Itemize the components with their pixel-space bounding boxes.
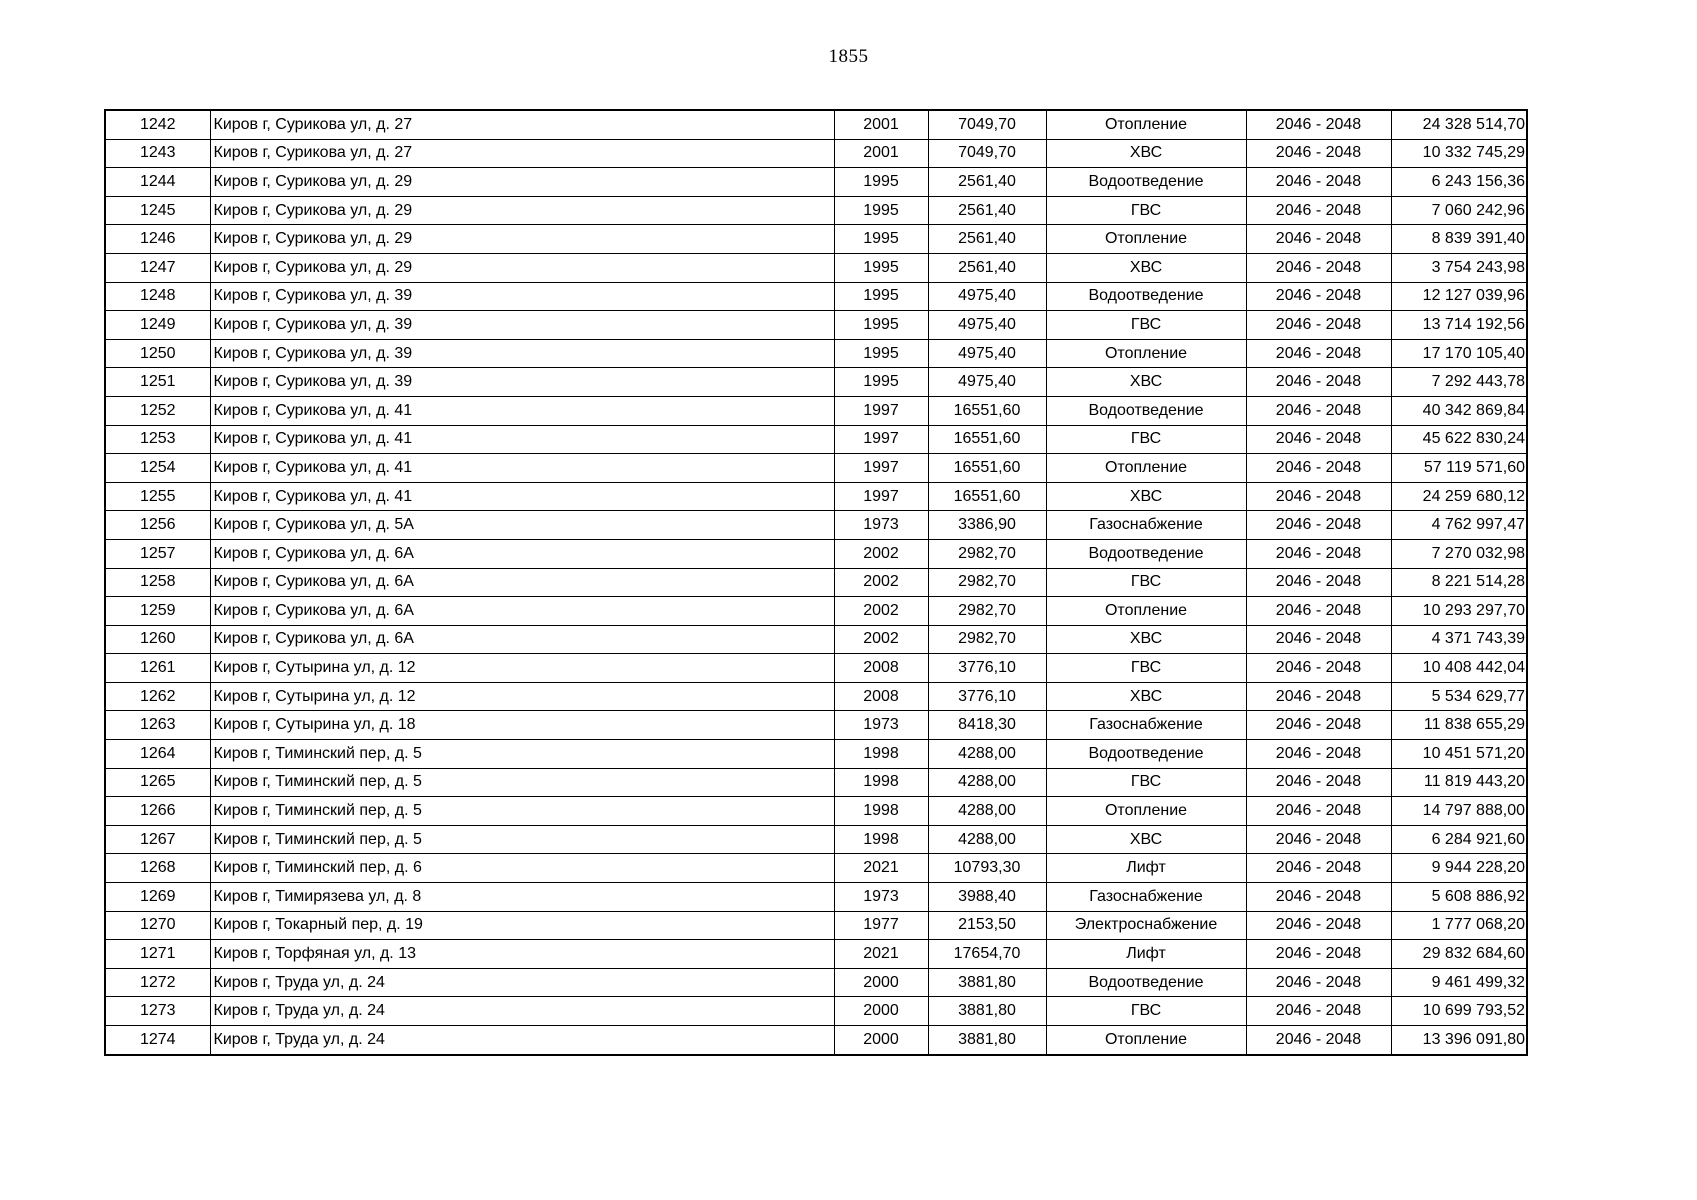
period-cell: 2046 - 2048 [1246, 425, 1391, 454]
table-row [105, 911, 1527, 940]
address-cell: Киров г, Токарный пер, д. 19 [210, 911, 834, 940]
row-number-cell: 1244 [105, 168, 210, 197]
area-cell: 2982,70 [928, 568, 1046, 597]
row-number-cell: 1255 [105, 482, 210, 511]
cost-cell: 11 819 443,20 [1391, 768, 1527, 797]
address-cell: Киров г, Сурикова ул, д. 6А [210, 568, 834, 597]
table-row [105, 196, 1527, 225]
cost-cell: 10 293 297,70 [1391, 597, 1527, 626]
period-cell: 2046 - 2048 [1246, 196, 1391, 225]
cost-cell: 6 284 921,60 [1391, 825, 1527, 854]
work-type-cell: Отопление [1046, 454, 1246, 483]
work-type-cell: Газоснабжение [1046, 883, 1246, 912]
year-built-cell: 1997 [834, 454, 928, 483]
area-cell: 2982,70 [928, 539, 1046, 568]
year-built-cell: 1977 [834, 911, 928, 940]
period-cell: 2046 - 2048 [1246, 253, 1391, 282]
year-built-cell: 2002 [834, 568, 928, 597]
work-type-cell: ГВС [1046, 425, 1246, 454]
area-cell: 2561,40 [928, 168, 1046, 197]
area-cell: 3881,80 [928, 997, 1046, 1026]
year-built-cell: 2021 [834, 940, 928, 969]
row-number-cell: 1262 [105, 682, 210, 711]
work-type-cell: ХВС [1046, 682, 1246, 711]
row-number-cell: 1252 [105, 396, 210, 425]
year-built-cell: 1995 [834, 368, 928, 397]
cost-cell: 29 832 684,60 [1391, 940, 1527, 969]
address-cell: Киров г, Сурикова ул, д. 27 [210, 110, 834, 139]
period-cell: 2046 - 2048 [1246, 911, 1391, 940]
work-type-cell: Отопление [1046, 339, 1246, 368]
address-cell: Киров г, Сутырина ул, д. 18 [210, 711, 834, 740]
work-type-cell: Газоснабжение [1046, 711, 1246, 740]
area-cell: 16551,60 [928, 425, 1046, 454]
registry-table [104, 109, 1528, 1056]
year-built-cell: 2002 [834, 539, 928, 568]
cost-cell: 40 342 869,84 [1391, 396, 1527, 425]
table-row [105, 139, 1527, 168]
area-cell: 2561,40 [928, 196, 1046, 225]
row-number-cell: 1260 [105, 625, 210, 654]
row-number-cell: 1256 [105, 511, 210, 540]
year-built-cell: 2001 [834, 139, 928, 168]
area-cell: 16551,60 [928, 396, 1046, 425]
area-cell: 7049,70 [928, 110, 1046, 139]
address-cell: Киров г, Сурикова ул, д. 6А [210, 597, 834, 626]
work-type-cell: ХВС [1046, 625, 1246, 654]
address-cell: Киров г, Сурикова ул, д. 39 [210, 368, 834, 397]
table-row [105, 654, 1527, 683]
year-built-cell: 1998 [834, 768, 928, 797]
year-built-cell: 1995 [834, 196, 928, 225]
work-type-cell: Лифт [1046, 854, 1246, 883]
address-cell: Киров г, Сурикова ул, д. 39 [210, 282, 834, 311]
row-number-cell: 1253 [105, 425, 210, 454]
work-type-cell: Отопление [1046, 110, 1246, 139]
table-row [105, 110, 1527, 139]
row-number-cell: 1263 [105, 711, 210, 740]
year-built-cell: 1998 [834, 825, 928, 854]
table-row [105, 1026, 1527, 1055]
row-number-cell: 1264 [105, 740, 210, 769]
period-cell: 2046 - 2048 [1246, 110, 1391, 139]
cost-cell: 8 221 514,28 [1391, 568, 1527, 597]
period-cell: 2046 - 2048 [1246, 1026, 1391, 1055]
cost-cell: 7 060 242,96 [1391, 196, 1527, 225]
table-row [105, 968, 1527, 997]
row-number-cell: 1259 [105, 597, 210, 626]
cost-cell: 10 408 442,04 [1391, 654, 1527, 683]
cost-cell: 24 259 680,12 [1391, 482, 1527, 511]
cost-cell: 5 534 629,77 [1391, 682, 1527, 711]
period-cell: 2046 - 2048 [1246, 968, 1391, 997]
area-cell: 3386,90 [928, 511, 1046, 540]
row-number-cell: 1251 [105, 368, 210, 397]
table-row [105, 883, 1527, 912]
row-number-cell: 1273 [105, 997, 210, 1026]
work-type-cell: Лифт [1046, 940, 1246, 969]
year-built-cell: 1973 [834, 511, 928, 540]
table-row [105, 168, 1527, 197]
period-cell: 2046 - 2048 [1246, 282, 1391, 311]
row-number-cell: 1250 [105, 339, 210, 368]
work-type-cell: ГВС [1046, 568, 1246, 597]
table-row [105, 482, 1527, 511]
address-cell: Киров г, Тимирязева ул, д. 8 [210, 883, 834, 912]
area-cell: 10793,30 [928, 854, 1046, 883]
table-row [105, 711, 1527, 740]
area-cell: 4975,40 [928, 339, 1046, 368]
area-cell: 4288,00 [928, 797, 1046, 826]
period-cell: 2046 - 2048 [1246, 797, 1391, 826]
cost-cell: 17 170 105,40 [1391, 339, 1527, 368]
table-row [105, 682, 1527, 711]
table-row [105, 597, 1527, 626]
cost-cell: 14 797 888,00 [1391, 797, 1527, 826]
address-cell: Киров г, Тиминский пер, д. 5 [210, 740, 834, 769]
row-number-cell: 1247 [105, 253, 210, 282]
area-cell: 4288,00 [928, 768, 1046, 797]
address-cell: Киров г, Сурикова ул, д. 39 [210, 339, 834, 368]
address-cell: Киров г, Сурикова ул, д. 29 [210, 196, 834, 225]
address-cell: Киров г, Тиминский пер, д. 5 [210, 797, 834, 826]
year-built-cell: 1995 [834, 311, 928, 340]
period-cell: 2046 - 2048 [1246, 940, 1391, 969]
year-built-cell: 1997 [834, 482, 928, 511]
cost-cell: 8 839 391,40 [1391, 225, 1527, 254]
period-cell: 2046 - 2048 [1246, 825, 1391, 854]
year-built-cell: 1998 [834, 797, 928, 826]
period-cell: 2046 - 2048 [1246, 368, 1391, 397]
cost-cell: 13 396 091,80 [1391, 1026, 1527, 1055]
area-cell: 3776,10 [928, 654, 1046, 683]
work-type-cell: Отопление [1046, 797, 1246, 826]
cost-cell: 57 119 571,60 [1391, 454, 1527, 483]
address-cell: Киров г, Труда ул, д. 24 [210, 968, 834, 997]
area-cell: 2153,50 [928, 911, 1046, 940]
cost-cell: 6 243 156,36 [1391, 168, 1527, 197]
row-number-cell: 1249 [105, 311, 210, 340]
work-type-cell: Газоснабжение [1046, 511, 1246, 540]
cost-cell: 5 608 886,92 [1391, 883, 1527, 912]
area-cell: 4975,40 [928, 368, 1046, 397]
year-built-cell: 1995 [834, 225, 928, 254]
row-number-cell: 1265 [105, 768, 210, 797]
work-type-cell: ХВС [1046, 253, 1246, 282]
table-row [105, 625, 1527, 654]
row-number-cell: 1245 [105, 196, 210, 225]
row-number-cell: 1274 [105, 1026, 210, 1055]
work-type-cell: ГВС [1046, 654, 1246, 683]
cost-cell: 13 714 192,56 [1391, 311, 1527, 340]
table-row [105, 311, 1527, 340]
address-cell: Киров г, Сурикова ул, д. 6А [210, 625, 834, 654]
work-type-cell: Водоотведение [1046, 968, 1246, 997]
table-row [105, 940, 1527, 969]
address-cell: Киров г, Тиминский пер, д. 6 [210, 854, 834, 883]
work-type-cell: Водоотведение [1046, 396, 1246, 425]
area-cell: 16551,60 [928, 454, 1046, 483]
area-cell: 4975,40 [928, 282, 1046, 311]
row-number-cell: 1266 [105, 797, 210, 826]
year-built-cell: 1995 [834, 168, 928, 197]
address-cell: Киров г, Труда ул, д. 24 [210, 997, 834, 1026]
work-type-cell: Электроснабжение [1046, 911, 1246, 940]
year-built-cell: 1998 [834, 740, 928, 769]
period-cell: 2046 - 2048 [1246, 482, 1391, 511]
year-built-cell: 1995 [834, 282, 928, 311]
year-built-cell: 2000 [834, 997, 928, 1026]
address-cell: Киров г, Сурикова ул, д. 6А [210, 539, 834, 568]
area-cell: 7049,70 [928, 139, 1046, 168]
address-cell: Киров г, Сурикова ул, д. 29 [210, 168, 834, 197]
address-cell: Киров г, Сурикова ул, д. 29 [210, 253, 834, 282]
year-built-cell: 1973 [834, 883, 928, 912]
area-cell: 8418,30 [928, 711, 1046, 740]
year-built-cell: 2000 [834, 1026, 928, 1055]
table-row [105, 539, 1527, 568]
period-cell: 2046 - 2048 [1246, 568, 1391, 597]
area-cell: 3881,80 [928, 1026, 1046, 1055]
period-cell: 2046 - 2048 [1246, 168, 1391, 197]
area-cell: 4975,40 [928, 311, 1046, 340]
table-row [105, 225, 1527, 254]
area-cell: 3988,40 [928, 883, 1046, 912]
table-row [105, 454, 1527, 483]
table-row [105, 253, 1527, 282]
row-number-cell: 1242 [105, 110, 210, 139]
work-type-cell: Отопление [1046, 225, 1246, 254]
table-row [105, 797, 1527, 826]
area-cell: 16551,60 [928, 482, 1046, 511]
work-type-cell: ГВС [1046, 311, 1246, 340]
row-number-cell: 1271 [105, 940, 210, 969]
area-cell: 2982,70 [928, 625, 1046, 654]
table-row [105, 568, 1527, 597]
period-cell: 2046 - 2048 [1246, 997, 1391, 1026]
area-cell: 4288,00 [928, 825, 1046, 854]
table-row [105, 368, 1527, 397]
address-cell: Киров г, Сурикова ул, д. 27 [210, 139, 834, 168]
area-cell: 4288,00 [928, 740, 1046, 769]
year-built-cell: 1995 [834, 253, 928, 282]
work-type-cell: Водоотведение [1046, 282, 1246, 311]
table-row [105, 854, 1527, 883]
area-cell: 17654,70 [928, 940, 1046, 969]
work-type-cell: ГВС [1046, 768, 1246, 797]
period-cell: 2046 - 2048 [1246, 883, 1391, 912]
table-row [105, 997, 1527, 1026]
work-type-cell: Отопление [1046, 597, 1246, 626]
row-number-cell: 1267 [105, 825, 210, 854]
year-built-cell: 1995 [834, 339, 928, 368]
table-row [105, 768, 1527, 797]
row-number-cell: 1261 [105, 654, 210, 683]
work-type-cell: ХВС [1046, 482, 1246, 511]
address-cell: Киров г, Сутырина ул, д. 12 [210, 654, 834, 683]
table-row [105, 511, 1527, 540]
address-cell: Киров г, Сурикова ул, д. 39 [210, 311, 834, 340]
area-cell: 2561,40 [928, 225, 1046, 254]
period-cell: 2046 - 2048 [1246, 339, 1391, 368]
area-cell: 3776,10 [928, 682, 1046, 711]
cost-cell: 7 292 443,78 [1391, 368, 1527, 397]
address-cell: Киров г, Сутырина ул, д. 12 [210, 682, 834, 711]
period-cell: 2046 - 2048 [1246, 854, 1391, 883]
period-cell: 2046 - 2048 [1246, 625, 1391, 654]
period-cell: 2046 - 2048 [1246, 682, 1391, 711]
work-type-cell: ХВС [1046, 825, 1246, 854]
address-cell: Киров г, Сурикова ул, д. 41 [210, 425, 834, 454]
cost-cell: 10 332 745,29 [1391, 139, 1527, 168]
row-number-cell: 1269 [105, 883, 210, 912]
year-built-cell: 2008 [834, 654, 928, 683]
row-number-cell: 1258 [105, 568, 210, 597]
cost-cell: 10 451 571,20 [1391, 740, 1527, 769]
cost-cell: 1 777 068,20 [1391, 911, 1527, 940]
area-cell: 2561,40 [928, 253, 1046, 282]
year-built-cell: 1973 [834, 711, 928, 740]
work-type-cell: Водоотведение [1046, 740, 1246, 769]
work-type-cell: Отопление [1046, 1026, 1246, 1055]
area-cell: 3881,80 [928, 968, 1046, 997]
work-type-cell: Водоотведение [1046, 168, 1246, 197]
period-cell: 2046 - 2048 [1246, 511, 1391, 540]
cost-cell: 45 622 830,24 [1391, 425, 1527, 454]
year-built-cell: 2001 [834, 110, 928, 139]
address-cell: Киров г, Сурикова ул, д. 41 [210, 482, 834, 511]
cost-cell: 12 127 039,96 [1391, 282, 1527, 311]
cost-cell: 9 461 499,32 [1391, 968, 1527, 997]
address-cell: Киров г, Сурикова ул, д. 5А [210, 511, 834, 540]
period-cell: 2046 - 2048 [1246, 225, 1391, 254]
work-type-cell: ГВС [1046, 997, 1246, 1026]
address-cell: Киров г, Сурикова ул, д. 41 [210, 454, 834, 483]
address-cell: Киров г, Сурикова ул, д. 41 [210, 396, 834, 425]
address-cell: Киров г, Труда ул, д. 24 [210, 1026, 834, 1055]
year-built-cell: 2008 [834, 682, 928, 711]
row-number-cell: 1268 [105, 854, 210, 883]
period-cell: 2046 - 2048 [1246, 454, 1391, 483]
table-row [105, 825, 1527, 854]
row-number-cell: 1272 [105, 968, 210, 997]
period-cell: 2046 - 2048 [1246, 740, 1391, 769]
cost-cell: 4 371 743,39 [1391, 625, 1527, 654]
work-type-cell: ХВС [1046, 368, 1246, 397]
address-cell: Киров г, Сурикова ул, д. 29 [210, 225, 834, 254]
period-cell: 2046 - 2048 [1246, 768, 1391, 797]
period-cell: 2046 - 2048 [1246, 711, 1391, 740]
table-row [105, 740, 1527, 769]
row-number-cell: 1257 [105, 539, 210, 568]
cost-cell: 9 944 228,20 [1391, 854, 1527, 883]
year-built-cell: 2021 [834, 854, 928, 883]
work-type-cell: Водоотведение [1046, 539, 1246, 568]
row-number-cell: 1243 [105, 139, 210, 168]
cost-cell: 10 699 793,52 [1391, 997, 1527, 1026]
table-row [105, 425, 1527, 454]
year-built-cell: 2000 [834, 968, 928, 997]
cost-cell: 4 762 997,47 [1391, 511, 1527, 540]
table-row [105, 282, 1527, 311]
cost-cell: 11 838 655,29 [1391, 711, 1527, 740]
year-built-cell: 2002 [834, 625, 928, 654]
period-cell: 2046 - 2048 [1246, 311, 1391, 340]
work-type-cell: ХВС [1046, 139, 1246, 168]
area-cell: 2982,70 [928, 597, 1046, 626]
registry-table-body [105, 110, 1527, 1055]
work-type-cell: ГВС [1046, 196, 1246, 225]
year-built-cell: 2002 [834, 597, 928, 626]
row-number-cell: 1254 [105, 454, 210, 483]
year-built-cell: 1997 [834, 396, 928, 425]
cost-cell: 7 270 032,98 [1391, 539, 1527, 568]
cost-cell: 3 754 243,98 [1391, 253, 1527, 282]
row-number-cell: 1246 [105, 225, 210, 254]
table-row [105, 339, 1527, 368]
page-number: 1855 [828, 46, 869, 67]
period-cell: 2046 - 2048 [1246, 396, 1391, 425]
address-cell: Киров г, Тиминский пер, д. 5 [210, 768, 834, 797]
row-number-cell: 1248 [105, 282, 210, 311]
year-built-cell: 1997 [834, 425, 928, 454]
period-cell: 2046 - 2048 [1246, 654, 1391, 683]
period-cell: 2046 - 2048 [1246, 139, 1391, 168]
row-number-cell: 1270 [105, 911, 210, 940]
period-cell: 2046 - 2048 [1246, 597, 1391, 626]
cost-cell: 24 328 514,70 [1391, 110, 1527, 139]
address-cell: Киров г, Торфяная ул, д. 13 [210, 940, 834, 969]
table-row [105, 396, 1527, 425]
address-cell: Киров г, Тиминский пер, д. 5 [210, 825, 834, 854]
period-cell: 2046 - 2048 [1246, 539, 1391, 568]
